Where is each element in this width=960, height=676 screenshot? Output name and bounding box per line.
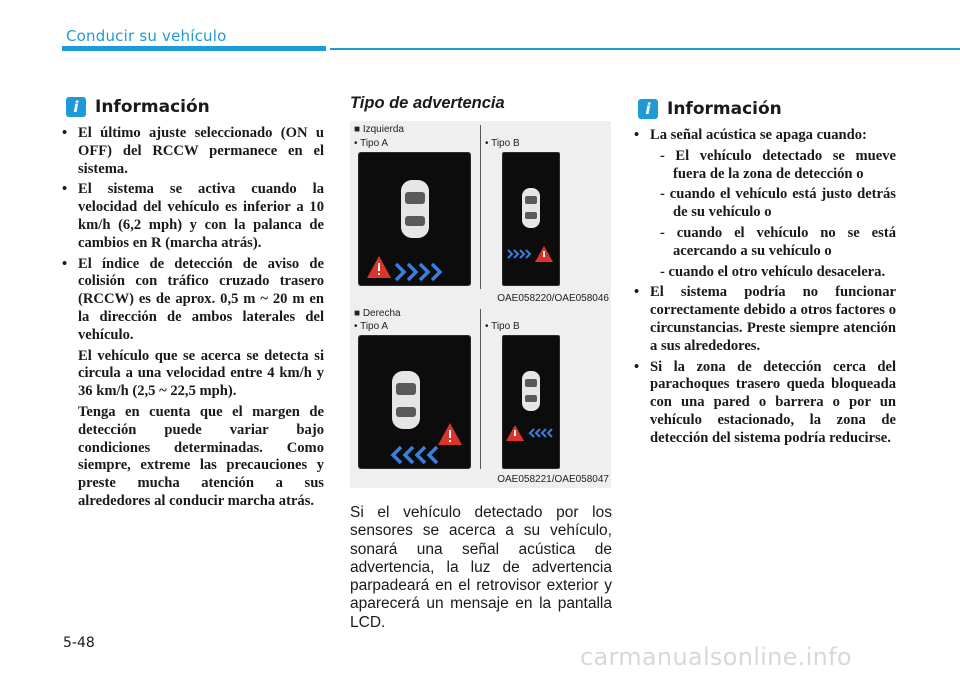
figure-side-label: ■ Izquierda (354, 124, 404, 135)
info-icon: i (66, 97, 86, 117)
car-icon (522, 188, 540, 228)
left-paragraph: Tenga en cuenta que el margen de detección puede variar bajo condiciones determinadas. Como siempre, extreme las precauciones y preste mucha atención a sus alrededores al conducir marcha atrás. (78, 403, 324, 509)
left-paragraph: El vehículo que se acerca se detecta si circula a una velocidad entre 4 km/h y 36 km/h (2,5 ~ 22,5 mph). (78, 347, 324, 400)
watermark: carmanualsonline.info (580, 643, 852, 671)
header-rule-thick (62, 46, 326, 51)
page-number: 5-48 (63, 635, 95, 651)
figure-right-side (350, 305, 611, 488)
right-info-body (634, 127, 896, 451)
right-dash-item: - cuando el vehículo está justo detrás de su vehículo o (660, 186, 896, 221)
right-bullet: • Si la zona de detección cerca del parachoques trasero queda bloqueada con una pared o barrera o por un vehículo estacionado, la zona de detección del sistema podría reducirse. (634, 359, 896, 448)
figure-tipo-b-label: • Tipo B (485, 321, 520, 332)
left-info-heading (66, 97, 210, 117)
right-dash-item: - cuando el otro vehículo desacelera. (660, 263, 886, 280)
right-bullet: • El sistema podría no funcionar correctamente debido a otros factores o circunstancias. Preste siempre atención a sus alrededores. (634, 284, 896, 355)
right-info-heading (638, 99, 782, 119)
figure-code: OAE058220/OAE058046 (497, 293, 609, 304)
figure-tipo-a-label: • Tipo A (354, 138, 389, 149)
mirror-display-type-b (502, 335, 560, 469)
left-bullet: • El índice de detección de aviso de colisión con tráfico cruzado trasero (RCCW) es de aprox. 0,5 m ~ 20 m en la dirección de ambos laterales del vehículo. (62, 256, 324, 345)
figure-divider (480, 309, 481, 469)
left-bullet: • El último ajuste seleccionado (ON u OFF) del RCCW permanece en el sistema. (62, 125, 324, 178)
warning-type-title: Tipo de advertencia (350, 94, 505, 112)
figure-tipo-b-label: • Tipo B (485, 138, 520, 149)
left-info-body (62, 125, 324, 514)
section-title: Conducir su vehículo (66, 27, 227, 45)
info-icon: i (638, 99, 658, 119)
right-info-title: Información (667, 99, 782, 119)
header-rule-thin (330, 48, 960, 50)
figure-divider (480, 125, 481, 289)
mirror-display-type-a (358, 335, 471, 469)
left-info-title: Información (95, 97, 210, 117)
right-dash-item: - El vehículo detectado se mueve fuera de la zona de detección o (660, 147, 896, 182)
warning-description: Si el vehículo detectado por los sensores se acerca a su vehículo, sonará una señal acústica de advertencia, la luz de advertencia parpadeará en el retrovisor exterior y aparecerá un mensaje en la pantalla LCD. (350, 504, 612, 631)
right-dash-item: - cuando el vehículo no se está acercando a su vehículo o (660, 224, 896, 259)
right-bullet: • La señal acústica se apaga cuando: (634, 127, 896, 145)
mirror-display-type-b (502, 152, 560, 286)
figure-side-label: ■ Derecha (354, 308, 401, 319)
car-icon (392, 371, 420, 429)
mirror-display-type-a (358, 152, 471, 286)
car-icon (522, 371, 540, 411)
figure-left-side (350, 121, 611, 306)
left-bullet: • El sistema se activa cuando la velocidad del vehículo es inferior a 10 km/h (6,2 mph) y con la palanca de cambios en R (marcha atrás). (62, 181, 324, 252)
car-icon (401, 180, 429, 238)
figure-code: OAE058221/OAE058047 (497, 474, 609, 485)
figure-tipo-a-label: • Tipo A (354, 321, 389, 332)
